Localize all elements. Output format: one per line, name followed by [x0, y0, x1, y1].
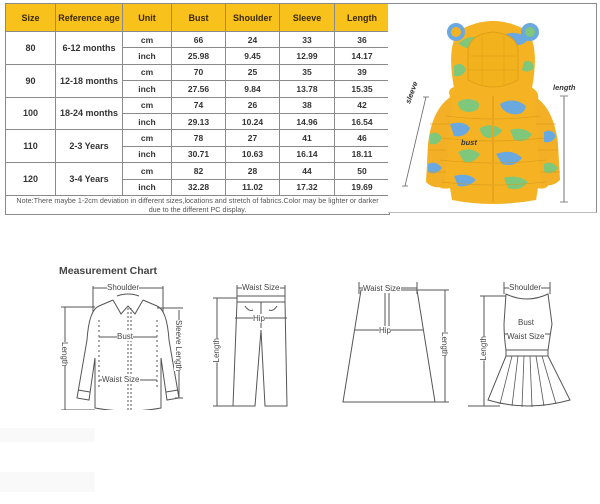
pants-length-label: Length — [212, 338, 221, 363]
cell-size: 80 — [6, 32, 56, 65]
table-header-row — [6, 4, 390, 32]
table-row — [6, 130, 390, 146]
shirt-shoulder-label: Shoulder — [107, 283, 140, 292]
skirt-waist-label: Waist Size — [363, 284, 401, 293]
cell-age: 3-4 Years — [56, 163, 123, 196]
dress-waist-label: Waist Size — [507, 332, 545, 341]
shirt-sleeve-length-label: Sleeve Length — [174, 320, 183, 372]
table-row — [6, 97, 390, 113]
cell-length: 42 — [335, 97, 390, 113]
header-sleeve: Sleeve — [280, 4, 335, 32]
shirt-length-label: Length — [60, 342, 69, 367]
cell-length: 16.54 — [335, 113, 390, 129]
cell-length: 18.11 — [335, 146, 390, 162]
bust-label: bust — [461, 138, 477, 147]
pants-hip-label: Hip — [253, 314, 266, 323]
cell-bust: 82 — [172, 163, 226, 179]
header-length: Length — [335, 4, 390, 32]
cell-unit: inch — [123, 146, 172, 162]
note-row — [6, 195, 390, 214]
table-row — [6, 64, 390, 80]
cell-length: 14.17 — [335, 48, 390, 64]
skirt-diagram — [335, 280, 455, 410]
cell-sleeve: 17.32 — [280, 179, 335, 195]
cell-shoulder: 10.24 — [226, 113, 280, 129]
shirt-diagram — [55, 280, 205, 410]
cell-unit: inch — [123, 81, 172, 97]
cell-length: 50 — [335, 163, 390, 179]
cell-shoulder: 10.63 — [226, 146, 280, 162]
cell-unit: cm — [123, 64, 172, 80]
cell-shoulder: 9.84 — [226, 81, 280, 97]
cell-length: 39 — [335, 64, 390, 80]
cell-bust: 25.98 — [172, 48, 226, 64]
cell-length: 19.69 — [335, 179, 390, 195]
table-row — [6, 32, 390, 48]
faint-artifact — [0, 472, 95, 492]
cell-sleeve: 38 — [280, 97, 335, 113]
header-shoulder: Shoulder — [226, 4, 280, 32]
cell-length: 36 — [335, 32, 390, 48]
cell-length: 46 — [335, 130, 390, 146]
cell-bust: 32.28 — [172, 179, 226, 195]
sleeve-label: sleeve — [403, 80, 420, 105]
cell-unit: inch — [123, 48, 172, 64]
cell-bust: 27.56 — [172, 81, 226, 97]
cell-sleeve: 44 — [280, 163, 335, 179]
length-label: length — [553, 83, 576, 92]
cell-sleeve: 14.96 — [280, 113, 335, 129]
shirt-bust-label: Bust — [117, 332, 134, 341]
cell-sleeve: 13.78 — [280, 81, 335, 97]
cell-bust: 29.13 — [172, 113, 226, 129]
cell-age: 2-3 Years — [56, 130, 123, 163]
cell-shoulder: 28 — [226, 163, 280, 179]
cell-length: 15.35 — [335, 81, 390, 97]
cell-sleeve: 12.99 — [280, 48, 335, 64]
dress-shoulder-label: Shoulder — [509, 283, 542, 292]
cell-size: 100 — [6, 97, 56, 130]
skirt-outline-icon — [335, 280, 455, 410]
cell-shoulder: 25 — [226, 64, 280, 80]
cell-sleeve: 33 — [280, 32, 335, 48]
size-table — [5, 3, 390, 215]
cell-shoulder: 26 — [226, 97, 280, 113]
cell-bust: 30.71 — [172, 146, 226, 162]
pants-waist-label: Waist Size — [242, 283, 280, 292]
cell-age: 18-24 months — [56, 97, 123, 130]
cell-unit: inch — [123, 179, 172, 195]
cell-sleeve: 41 — [280, 130, 335, 146]
cell-shoulder: 27 — [226, 130, 280, 146]
cell-unit: cm — [123, 130, 172, 146]
cell-size: 110 — [6, 130, 56, 163]
header-reference-age: Reference age — [56, 4, 123, 32]
dress-bust-label: Bust — [518, 318, 535, 327]
faint-artifact — [0, 428, 95, 442]
dress-length-label: Length — [479, 336, 488, 361]
jacket-product-image — [388, 3, 597, 213]
header-size: Size — [6, 4, 56, 32]
cell-bust: 66 — [172, 32, 226, 48]
cell-unit: cm — [123, 97, 172, 113]
header-unit: Unit — [123, 4, 172, 32]
cell-bust: 74 — [172, 97, 226, 113]
skirt-length-label: Length — [440, 332, 449, 357]
cell-shoulder: 11.02 — [226, 179, 280, 195]
jacket-illustration — [388, 4, 597, 214]
cell-unit: cm — [123, 32, 172, 48]
shirt-waist-label: Waist Size — [102, 375, 140, 384]
cell-sleeve: 35 — [280, 64, 335, 80]
dress-diagram — [460, 280, 600, 410]
deviation-note: Note:There maybe 1-2cm deviation in different sizes,locations and stretch of fabrics.Color may be lighter or darker due to the different PC display. — [6, 195, 390, 214]
cell-unit: cm — [123, 163, 172, 179]
cell-shoulder: 9.45 — [226, 48, 280, 64]
cell-shoulder: 24 — [226, 32, 280, 48]
cell-size: 90 — [6, 64, 56, 97]
measurement-chart-title: Measurement Chart — [59, 265, 158, 277]
cell-unit: inch — [123, 113, 172, 129]
cell-bust: 78 — [172, 130, 226, 146]
cell-age: 12-18 months — [56, 64, 123, 97]
pants-diagram — [205, 280, 305, 410]
skirt-hip-label: Hip — [379, 326, 392, 335]
table-row — [6, 163, 390, 179]
cell-age: 6-12 months — [56, 32, 123, 65]
cell-size: 120 — [6, 163, 56, 196]
cell-bust: 70 — [172, 64, 226, 80]
header-bust: Bust — [172, 4, 226, 32]
cell-sleeve: 16.14 — [280, 146, 335, 162]
